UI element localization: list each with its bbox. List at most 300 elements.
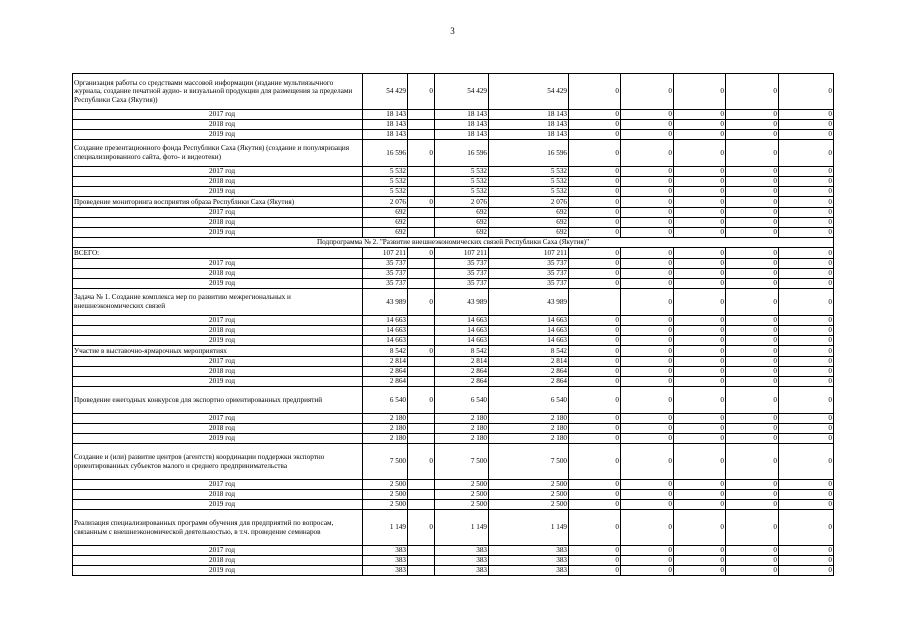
value-cell: 0 <box>674 566 726 576</box>
year-label: 2017 год <box>73 167 363 177</box>
value-cell: 0 <box>408 510 435 546</box>
value-cell: 2 500 <box>435 480 489 490</box>
value-cell: 0 <box>621 566 674 576</box>
value-cell: 2 864 <box>489 367 569 377</box>
value-cell: 0 <box>779 326 834 336</box>
value-cell: 0 <box>779 434 834 444</box>
value-cell: 0 <box>674 556 726 566</box>
value-cell: 0 <box>569 480 621 490</box>
value-cell: 0 <box>726 387 779 414</box>
value-cell: 0 <box>726 208 779 218</box>
value-cell: 18 143 <box>489 110 569 120</box>
year-label: 2019 год <box>73 279 363 289</box>
table-row-year <box>73 228 834 238</box>
value-cell: 0 <box>408 444 435 480</box>
value-cell: 383 <box>435 566 489 576</box>
value-cell: 0 <box>621 248 674 259</box>
value-cell: 5 532 <box>489 177 569 187</box>
value-cell: 692 <box>489 208 569 218</box>
table-row <box>73 197 834 208</box>
value-cell: 0 <box>621 510 674 546</box>
value-cell: 8 542 <box>489 346 569 357</box>
value-cell: 0 <box>569 434 621 444</box>
value-cell: 0 <box>726 377 779 387</box>
value-cell: 14 663 <box>363 326 408 336</box>
value-cell: 5 532 <box>435 167 489 177</box>
value-cell: 0 <box>726 167 779 177</box>
value-cell: 0 <box>779 490 834 500</box>
year-label: 2019 год <box>73 566 363 576</box>
value-cell <box>408 316 435 326</box>
value-cell: 0 <box>674 490 726 500</box>
activity-name: Создание презентационного фонда Республики Саха (Якутия) (создание и популяризация специализированного сайта, фото- и видеотеки) <box>73 140 363 167</box>
value-cell: 0 <box>408 346 435 357</box>
value-cell: 0 <box>779 110 834 120</box>
value-cell: 0 <box>569 259 621 269</box>
value-cell: 2 180 <box>435 414 489 424</box>
value-cell <box>408 269 435 279</box>
table-row-year <box>73 208 834 218</box>
value-cell: 0 <box>726 500 779 510</box>
value-cell: 7 500 <box>435 444 489 480</box>
value-cell: 0 <box>569 120 621 130</box>
value-cell: 2 076 <box>489 197 569 208</box>
table-row-year <box>73 316 834 326</box>
value-cell: 16 596 <box>489 140 569 167</box>
value-cell: 16 596 <box>363 140 408 167</box>
value-cell: 2 500 <box>363 480 408 490</box>
value-cell: 0 <box>726 444 779 480</box>
value-cell: 0 <box>621 120 674 130</box>
value-cell: 0 <box>726 326 779 336</box>
value-cell: 0 <box>726 546 779 556</box>
year-label: 2018 год <box>73 424 363 434</box>
value-cell: 54 429 <box>363 74 408 110</box>
value-cell: 18 143 <box>435 130 489 140</box>
value-cell: 2 500 <box>435 490 489 500</box>
value-cell: 2 180 <box>363 414 408 424</box>
value-cell: 5 532 <box>489 167 569 177</box>
value-cell: 0 <box>569 500 621 510</box>
value-cell: 0 <box>674 74 726 110</box>
value-cell: 35 737 <box>435 279 489 289</box>
value-cell: 0 <box>569 269 621 279</box>
value-cell: 0 <box>779 480 834 490</box>
value-cell: 0 <box>569 546 621 556</box>
value-cell: 0 <box>569 248 621 259</box>
value-cell: 0 <box>621 316 674 326</box>
year-label: 2019 год <box>73 434 363 444</box>
page-number: 3 <box>450 26 455 36</box>
value-cell: 0 <box>569 556 621 566</box>
value-cell: 2 814 <box>363 357 408 367</box>
table-row <box>73 387 834 414</box>
value-cell: 54 429 <box>435 74 489 110</box>
value-cell: 6 540 <box>435 387 489 414</box>
value-cell: 0 <box>779 316 834 326</box>
value-cell: 16 596 <box>435 140 489 167</box>
year-label: 2019 год <box>73 187 363 197</box>
table-row <box>73 289 834 316</box>
value-cell: 2 180 <box>435 434 489 444</box>
value-cell: 0 <box>674 259 726 269</box>
year-label: 2017 год <box>73 546 363 556</box>
value-cell: 0 <box>726 336 779 346</box>
value-cell: 0 <box>726 556 779 566</box>
value-cell: 0 <box>726 414 779 424</box>
value-cell <box>408 490 435 500</box>
value-cell: 0 <box>621 546 674 556</box>
value-cell: 0 <box>674 177 726 187</box>
value-cell: 0 <box>408 387 435 414</box>
value-cell: 0 <box>674 228 726 238</box>
value-cell: 0 <box>779 259 834 269</box>
value-cell: 0 <box>726 140 779 167</box>
value-cell: 0 <box>569 387 621 414</box>
value-cell: 0 <box>621 197 674 208</box>
value-cell: 0 <box>726 316 779 326</box>
value-cell: 0 <box>569 414 621 424</box>
value-cell: 1 149 <box>363 510 408 546</box>
value-cell: 18 143 <box>363 130 408 140</box>
value-cell: 0 <box>779 367 834 377</box>
value-cell: 0 <box>779 167 834 177</box>
value-cell: 7 500 <box>363 444 408 480</box>
value-cell: 2 864 <box>435 367 489 377</box>
value-cell: 0 <box>569 444 621 480</box>
year-label: 2018 год <box>73 120 363 130</box>
value-cell: 0 <box>674 130 726 140</box>
value-cell <box>408 480 435 490</box>
value-cell: 0 <box>726 248 779 259</box>
activity-name: Проведение мониторинга восприятия образа Республики Саха (Якутия) <box>73 197 363 208</box>
value-cell: 1 149 <box>435 510 489 546</box>
value-cell: 0 <box>779 177 834 187</box>
value-cell: 0 <box>779 357 834 367</box>
value-cell <box>408 279 435 289</box>
value-cell: 107 211 <box>435 248 489 259</box>
value-cell: 692 <box>435 218 489 228</box>
value-cell: 0 <box>408 289 435 316</box>
value-cell: 2 864 <box>363 367 408 377</box>
value-cell: 2 180 <box>363 434 408 444</box>
year-label: 2017 год <box>73 316 363 326</box>
table-row-year <box>73 566 834 576</box>
value-cell: 0 <box>779 208 834 218</box>
year-label: 2018 год <box>73 177 363 187</box>
value-cell: 0 <box>621 414 674 424</box>
table-row-year <box>73 377 834 387</box>
value-cell <box>408 120 435 130</box>
value-cell: 0 <box>674 187 726 197</box>
value-cell: 2 500 <box>489 480 569 490</box>
value-cell: 0 <box>569 377 621 387</box>
value-cell: 0 <box>621 387 674 414</box>
value-cell: 692 <box>489 218 569 228</box>
value-cell: 35 737 <box>435 269 489 279</box>
value-cell: 0 <box>569 208 621 218</box>
value-cell <box>408 434 435 444</box>
value-cell: 0 <box>779 414 834 424</box>
value-cell: 0 <box>569 326 621 336</box>
value-cell: 0 <box>408 140 435 167</box>
value-cell: 2 500 <box>435 500 489 510</box>
value-cell: 0 <box>569 367 621 377</box>
value-cell: 0 <box>674 500 726 510</box>
value-cell <box>408 336 435 346</box>
value-cell: 0 <box>779 289 834 316</box>
value-cell: 0 <box>674 248 726 259</box>
budget-table <box>72 73 834 576</box>
value-cell: 2 500 <box>363 490 408 500</box>
value-cell: 2 864 <box>363 377 408 387</box>
value-cell: 0 <box>621 218 674 228</box>
table-row-year <box>73 130 834 140</box>
value-cell: 0 <box>621 336 674 346</box>
value-cell: 35 737 <box>363 279 408 289</box>
value-cell: 2 864 <box>435 377 489 387</box>
value-cell: 0 <box>726 289 779 316</box>
value-cell: 692 <box>363 208 408 218</box>
value-cell: 14 663 <box>489 336 569 346</box>
value-cell: 0 <box>726 346 779 357</box>
value-cell: 0 <box>674 218 726 228</box>
year-label: 2018 год <box>73 269 363 279</box>
value-cell: 18 143 <box>489 130 569 140</box>
value-cell: 0 <box>569 177 621 187</box>
value-cell: 0 <box>779 228 834 238</box>
value-cell: 14 663 <box>435 326 489 336</box>
value-cell: 2 180 <box>489 434 569 444</box>
value-cell: 0 <box>674 357 726 367</box>
value-cell: 0 <box>621 490 674 500</box>
value-cell: 0 <box>779 248 834 259</box>
value-cell: 0 <box>779 120 834 130</box>
value-cell: 0 <box>621 367 674 377</box>
value-cell: 0 <box>621 187 674 197</box>
value-cell: 5 532 <box>363 187 408 197</box>
value-cell: 0 <box>621 259 674 269</box>
year-label: 2017 год <box>73 414 363 424</box>
value-cell: 35 737 <box>489 269 569 279</box>
value-cell: 0 <box>569 490 621 500</box>
value-cell: 0 <box>569 167 621 177</box>
value-cell: 2 500 <box>489 490 569 500</box>
value-cell: 18 143 <box>489 120 569 130</box>
value-cell: 0 <box>726 434 779 444</box>
value-cell: 0 <box>674 269 726 279</box>
value-cell: 0 <box>569 566 621 576</box>
value-cell: 0 <box>726 424 779 434</box>
value-cell: 0 <box>779 140 834 167</box>
value-cell: 8 542 <box>435 346 489 357</box>
value-cell: 0 <box>674 377 726 387</box>
value-cell: 0 <box>726 120 779 130</box>
value-cell: 0 <box>569 187 621 197</box>
table-row <box>73 510 834 546</box>
value-cell: 0 <box>621 130 674 140</box>
value-cell: 0 <box>726 130 779 140</box>
value-cell: 18 143 <box>435 120 489 130</box>
value-cell: 7 500 <box>489 444 569 480</box>
value-cell: 2 180 <box>489 424 569 434</box>
value-cell: 107 211 <box>363 248 408 259</box>
value-cell <box>408 556 435 566</box>
value-cell: 107 211 <box>489 248 569 259</box>
value-cell: 0 <box>621 346 674 357</box>
value-cell: 0 <box>621 74 674 110</box>
value-cell: 2 814 <box>489 357 569 367</box>
value-cell: 0 <box>569 279 621 289</box>
table-row-year <box>73 546 834 556</box>
year-label: 2019 год <box>73 130 363 140</box>
value-cell: 0 <box>408 248 435 259</box>
value-cell: 0 <box>674 387 726 414</box>
table-row-year <box>73 120 834 130</box>
value-cell: 0 <box>674 140 726 167</box>
value-cell: 0 <box>726 74 779 110</box>
value-cell: 0 <box>674 316 726 326</box>
value-cell: 5 532 <box>435 187 489 197</box>
value-cell: 2 180 <box>363 424 408 434</box>
table-row-year <box>73 187 834 197</box>
value-cell <box>408 177 435 187</box>
value-cell: 383 <box>435 556 489 566</box>
table-row-year <box>73 556 834 566</box>
value-cell: 0 <box>779 187 834 197</box>
value-cell: 35 737 <box>363 259 408 269</box>
value-cell: 0 <box>621 110 674 120</box>
activity-name: Реализация специализированных программ обучения для предприятий по вопросам, связанным с внешнеэкономической деятельностью, в т.ч. проведение семинаров <box>73 510 363 546</box>
value-cell: 0 <box>674 367 726 377</box>
value-cell: 692 <box>489 228 569 238</box>
value-cell: 0 <box>674 197 726 208</box>
value-cell: 0 <box>674 480 726 490</box>
value-cell <box>408 500 435 510</box>
value-cell: 0 <box>674 326 726 336</box>
value-cell: 0 <box>621 228 674 238</box>
value-cell: 54 429 <box>489 74 569 110</box>
value-cell: 0 <box>569 228 621 238</box>
value-cell: 0 <box>726 218 779 228</box>
table-row-year <box>73 357 834 367</box>
value-cell: 0 <box>779 556 834 566</box>
value-cell: 0 <box>674 424 726 434</box>
activity-name: ВСЕГО: <box>73 248 363 259</box>
value-cell: 0 <box>621 556 674 566</box>
value-cell: 0 <box>674 510 726 546</box>
year-label: 2017 год <box>73 480 363 490</box>
value-cell: 5 532 <box>363 177 408 187</box>
value-cell: 35 737 <box>489 259 569 269</box>
value-cell: 0 <box>674 167 726 177</box>
table-row-year <box>73 480 834 490</box>
value-cell: 0 <box>569 346 621 357</box>
value-cell <box>408 167 435 177</box>
value-cell: 0 <box>779 500 834 510</box>
value-cell: 0 <box>779 377 834 387</box>
year-label: 2017 год <box>73 110 363 120</box>
value-cell: 692 <box>435 228 489 238</box>
value-cell: 0 <box>674 546 726 556</box>
value-cell: 0 <box>621 167 674 177</box>
value-cell <box>408 110 435 120</box>
value-cell: 43 989 <box>363 289 408 316</box>
value-cell <box>408 424 435 434</box>
value-cell: 14 663 <box>489 316 569 326</box>
year-label: 2019 год <box>73 377 363 387</box>
value-cell: 14 663 <box>363 316 408 326</box>
value-cell: 0 <box>621 500 674 510</box>
activity-name: Задача № 1. Создание комплекса мер по развитию межрегиональных и внешнеэкономических связей <box>73 289 363 316</box>
value-cell: 0 <box>621 424 674 434</box>
value-cell: 18 143 <box>435 110 489 120</box>
value-cell: 0 <box>569 110 621 120</box>
value-cell: 0 <box>621 480 674 490</box>
value-cell: 0 <box>621 289 674 316</box>
value-cell: 0 <box>621 208 674 218</box>
value-cell: 0 <box>779 444 834 480</box>
value-cell: 0 <box>569 140 621 167</box>
value-cell: 5 532 <box>489 187 569 197</box>
value-cell: 0 <box>621 434 674 444</box>
value-cell: 0 <box>779 566 834 576</box>
value-cell: 0 <box>779 197 834 208</box>
value-cell <box>408 208 435 218</box>
value-cell: 0 <box>779 346 834 357</box>
subprogram-heading: Подпрограмма № 2. "Развитие внешнеэкономических связей Республики Саха (Якутия)" <box>73 238 834 248</box>
value-cell: 0 <box>779 269 834 279</box>
value-cell: 0 <box>726 177 779 187</box>
table-row-year <box>73 336 834 346</box>
value-cell <box>408 566 435 576</box>
table-row-year <box>73 259 834 269</box>
subprogram-heading-row <box>73 238 834 248</box>
value-cell: 0 <box>779 546 834 556</box>
value-cell: 2 076 <box>363 197 408 208</box>
value-cell: 6 540 <box>489 387 569 414</box>
year-label: 2017 год <box>73 259 363 269</box>
year-label: 2018 год <box>73 367 363 377</box>
table-row-year <box>73 177 834 187</box>
value-cell: 0 <box>726 490 779 500</box>
year-label: 2018 год <box>73 326 363 336</box>
value-cell: 14 663 <box>435 316 489 326</box>
value-cell: 14 663 <box>489 326 569 336</box>
value-cell: 35 737 <box>489 279 569 289</box>
year-label: 2017 год <box>73 357 363 367</box>
value-cell: 0 <box>726 357 779 367</box>
value-cell: 0 <box>569 130 621 140</box>
value-cell: 0 <box>621 269 674 279</box>
activity-name: Организация работы со средствами массовой информации (издание мультиязычного журнала, создание печатной аудио- и визуальной продукции для размещения за пределами Республики Саха (Якутия)) <box>73 74 363 110</box>
value-cell <box>408 130 435 140</box>
value-cell: 6 540 <box>363 387 408 414</box>
table-row-year <box>73 218 834 228</box>
value-cell: 18 143 <box>363 120 408 130</box>
value-cell: 35 737 <box>363 269 408 279</box>
value-cell: 692 <box>363 228 408 238</box>
value-cell: 383 <box>363 556 408 566</box>
table-row-year <box>73 367 834 377</box>
value-cell: 2 180 <box>435 424 489 434</box>
table-row <box>73 346 834 357</box>
year-label: 2019 год <box>73 500 363 510</box>
year-label: 2018 год <box>73 556 363 566</box>
value-cell: 2 076 <box>435 197 489 208</box>
value-cell: 2 864 <box>489 377 569 387</box>
value-cell: 0 <box>408 197 435 208</box>
